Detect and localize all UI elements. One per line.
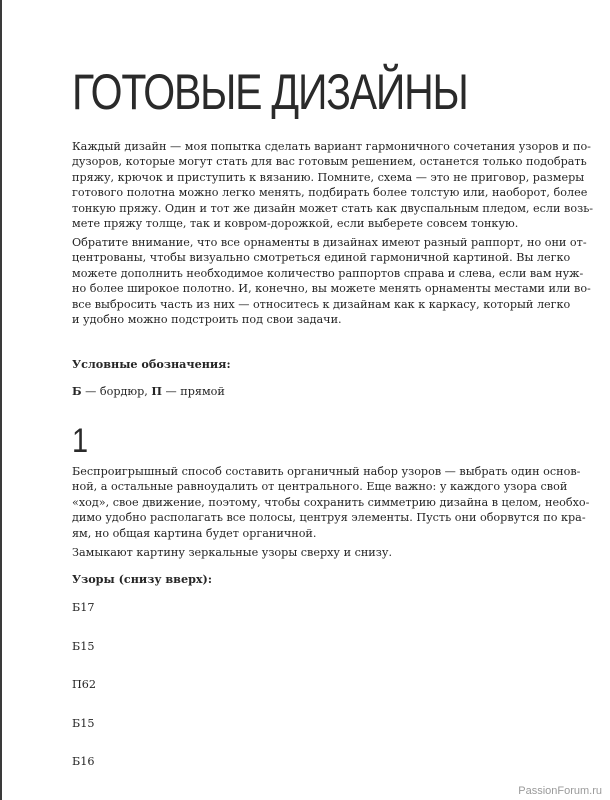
- watermark: PassionForum.ru: [518, 785, 602, 797]
- text-line: «ход», свое движение, поэтому, чтобы сохранить симметрию дизайна в целом, необхо-: [72, 495, 590, 509]
- legend-heading: Условные обозначения:: [72, 357, 231, 371]
- text-line: пряжу, крючок и приступить к вязанию. Помните, схема — это не приговор, размеры: [72, 170, 585, 184]
- text-line: Каждый дизайн — моя попытка сделать вариант гармоничного сочетания узоров и по-: [72, 140, 591, 153]
- page-title: ГОТОВЫЕ ДИЗАЙНЫ: [72, 64, 468, 120]
- section-paragraph-2: Замыкают картину зеркальные узоры сверху и снизу.: [72, 546, 393, 559]
- text-line: готового полотна можно легко менять, подбирать более толстую или, наоборот, более: [72, 186, 588, 200]
- text-line: Обратите внимание, что все орнаменты в дизайнах имеют разный раппорт, но они от-: [72, 236, 587, 249]
- text-line: можете дополнить необходимое количество раппортов справа и слева, если вам нуж-: [72, 266, 584, 280]
- pattern-item: Б17: [72, 601, 95, 614]
- intro-paragraph-1: [72, 139, 593, 231]
- patterns-heading: Узоры (снизу вверх):: [72, 572, 212, 586]
- section-paragraph-1: [72, 464, 589, 541]
- patterns-list: [72, 600, 96, 793]
- section-number: 1: [72, 422, 89, 460]
- pattern-item: Б15: [72, 716, 95, 730]
- text-line: димо удобно располагать все полосы, центруя элементы. Пусть они оборвутся по кра-: [72, 511, 586, 525]
- page-edge-line: [0, 0, 2, 800]
- text-line: центрованы, чтобы визуально смотреться единой гармоничной картиной. Вы легко: [72, 251, 571, 265]
- text-line: и удобно можно подстроить под свои задачи.: [72, 313, 342, 327]
- legend-key-straight: П: [151, 384, 162, 398]
- text-line: ям, но общая картина будет органичной.: [72, 526, 317, 540]
- pattern-item: Б15: [72, 639, 95, 653]
- text-line: Беспроигрышный способ составить органичный набор узоров — выбрать один основ-: [72, 465, 581, 478]
- text-line: дузоров, которые могут стать для вас готовым решением, останется только подобрать: [72, 155, 587, 169]
- text-line: но более широкое полотно. И, конечно, вы можете менять орнаменты местами или во-: [72, 282, 591, 296]
- intro-paragraph-2: [72, 235, 591, 327]
- pattern-item: Б16: [72, 755, 95, 769]
- text-line: все выбросить часть из них — относитесь к дизайнам как к каркасу, который легко: [72, 297, 571, 311]
- text-line: мете пряжу толще, так и ковром-дорожкой, если выберете совсем тонкую.: [72, 217, 519, 231]
- pattern-item: П62: [72, 678, 96, 692]
- legend-border-text: — бордюр,: [81, 385, 152, 398]
- text-line: ной, а остальные равноудалить от центрального. Еще важно: у каждого узора свой: [72, 480, 568, 494]
- legend-key-border: Б: [72, 384, 82, 398]
- text-line: тонкую пряжу. Один и тот же дизайн может стать как двуспальным пледом, если возь-: [72, 201, 594, 215]
- legend-straight-text: — прямой: [161, 385, 225, 398]
- legend-text: [72, 384, 225, 399]
